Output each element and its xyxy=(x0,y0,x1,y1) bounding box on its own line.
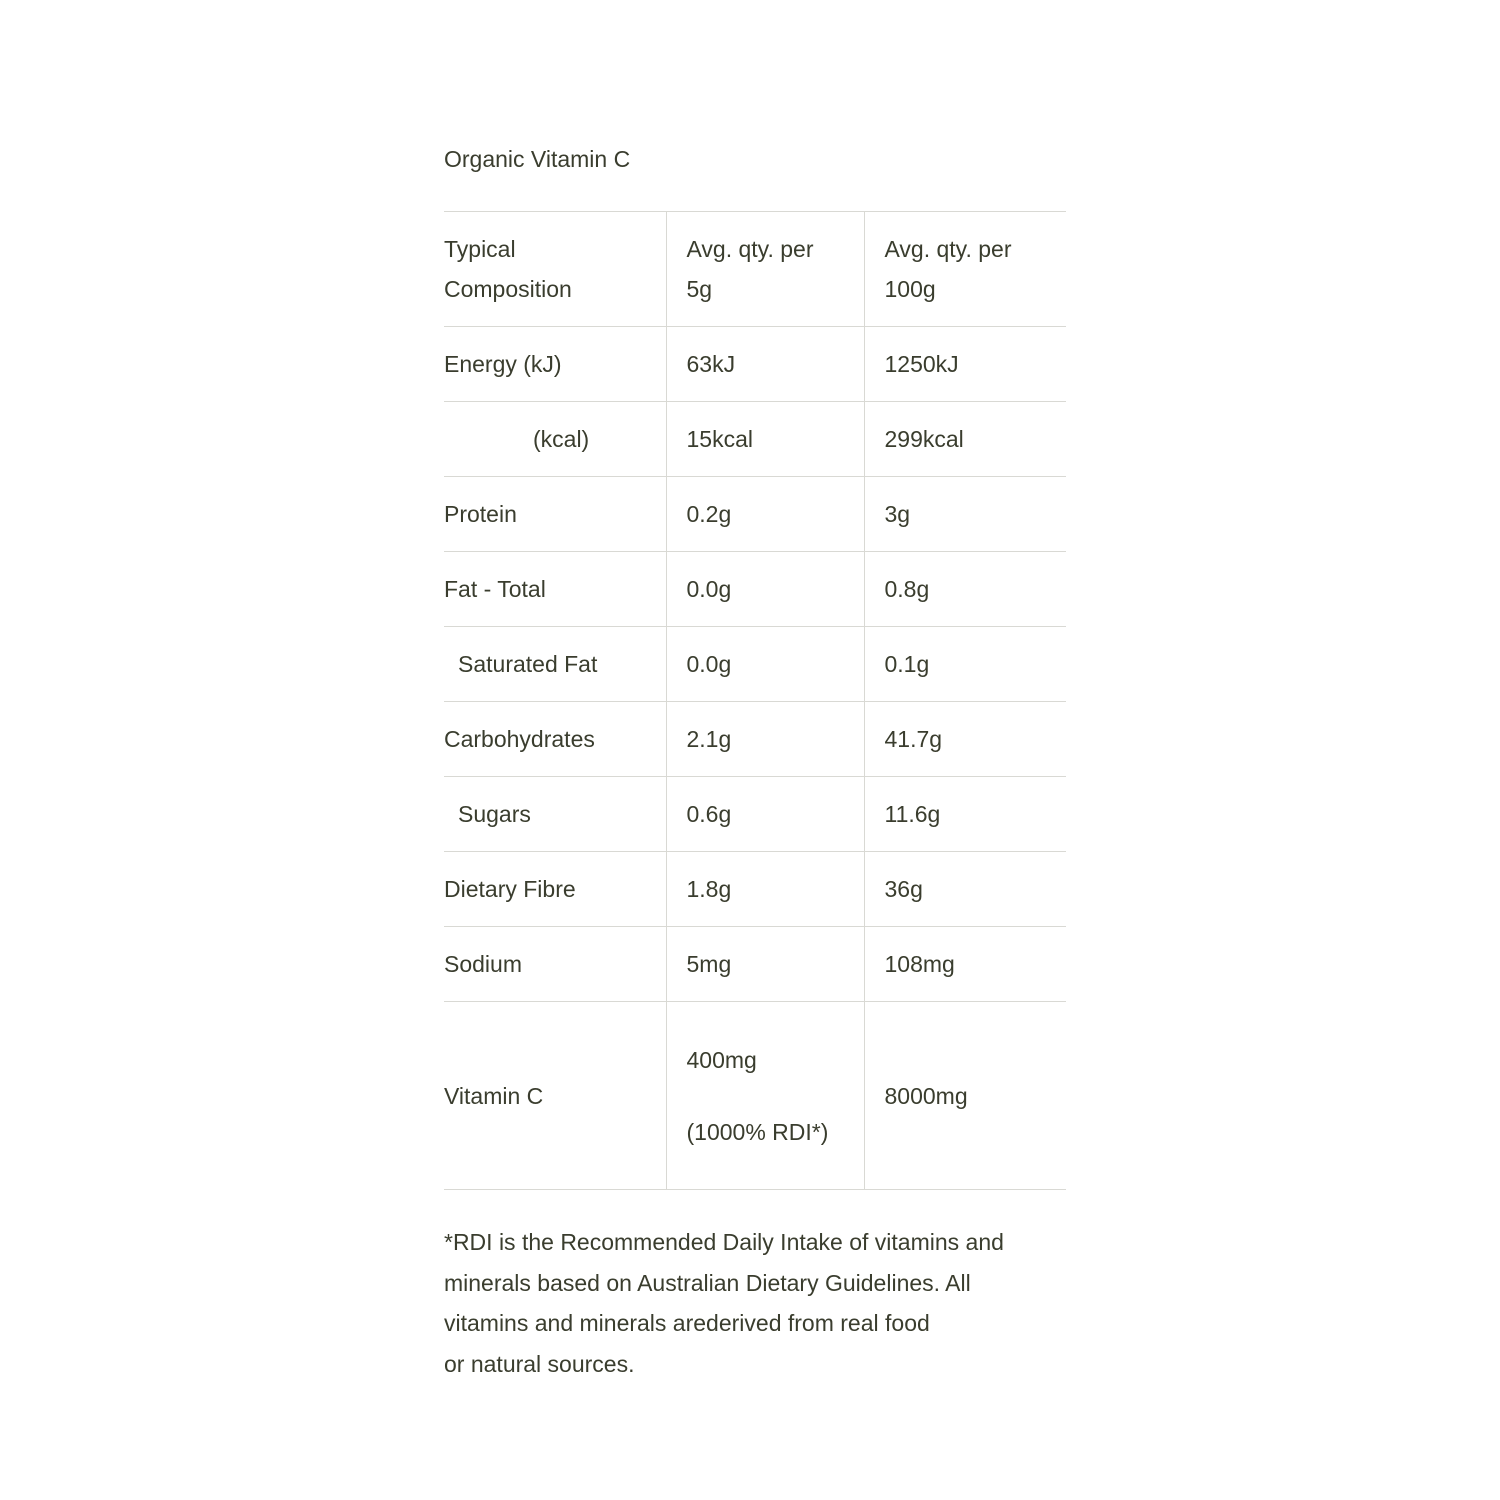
row-label: Fat - Total xyxy=(444,552,666,627)
row-per-100g: 8000mg xyxy=(864,1002,1066,1190)
vitamin-c-rdi: (1000% RDI*) xyxy=(686,1118,829,1145)
row-per-5g: 0.0g xyxy=(666,627,864,702)
row-label: Sodium xyxy=(444,927,666,1002)
table-row-vitamin-c xyxy=(444,1002,1066,1190)
table-row-protein xyxy=(444,477,1066,552)
table-row-carbohydrates xyxy=(444,702,1066,777)
row-label: Protein xyxy=(444,477,666,552)
header-per-100g: Avg. qty. per 100g xyxy=(864,212,1066,327)
table-row-sodium xyxy=(444,927,1066,1002)
row-per-100g: 11.6g xyxy=(864,777,1066,852)
product-title: Organic Vitamin C xyxy=(444,146,631,172)
row-per-5g: 5mg xyxy=(666,927,864,1002)
row-per-100g: 299kcal xyxy=(864,402,1066,477)
row-label: Energy (kJ) xyxy=(444,327,666,402)
row-label: Sugars xyxy=(444,777,666,852)
row-per-5g: 2.1g xyxy=(666,702,864,777)
row-per-100g: 1250kJ xyxy=(864,327,1066,402)
nutrition-panel xyxy=(444,140,1066,1377)
row-label: (kcal) xyxy=(444,402,666,477)
table-row-saturated-fat xyxy=(444,627,1066,702)
table-row-dietary-fibre xyxy=(444,852,1066,927)
nutrition-table xyxy=(444,211,1066,1190)
row-per-100g: 108mg xyxy=(864,927,1066,1002)
row-label: Saturated Fat xyxy=(444,627,666,702)
table-row-energy-kcal xyxy=(444,402,1066,477)
row-per-5g: 1.8g xyxy=(666,852,864,927)
row-per-5g: 0.0g xyxy=(666,552,864,627)
row-per-100g: 3g xyxy=(864,477,1066,552)
row-label: Dietary Fibre xyxy=(444,852,666,927)
table-header-row xyxy=(444,212,1066,327)
table-row-sugars xyxy=(444,777,1066,852)
row-per-100g: 36g xyxy=(864,852,1066,927)
row-per-5g: 0.6g xyxy=(666,777,864,852)
row-per-100g: 0.8g xyxy=(864,552,1066,627)
table-row-fat-total xyxy=(444,552,1066,627)
row-label: Vitamin C xyxy=(444,1002,666,1190)
row-per-5g: 0.2g xyxy=(666,477,864,552)
row-per-5g: 15kcal xyxy=(666,402,864,477)
header-per-5g: Avg. qty. per 5g xyxy=(666,212,864,327)
vitamin-c-amount: 400mg xyxy=(686,1046,757,1073)
header-composition: Typical Composition xyxy=(444,212,666,327)
table-row-energy-kj xyxy=(444,327,1066,402)
row-per-100g: 0.1g xyxy=(864,627,1066,702)
rdi-footnote: *RDI is the Recommended Daily Intake of vitamins and minerals based on Australian Dietary Guidelines. All vitamins and minerals arederived from real food or natural sources. xyxy=(444,1229,1004,1377)
row-per-5g xyxy=(666,1002,864,1190)
row-per-100g: 41.7g xyxy=(864,702,1066,777)
row-per-5g: 63kJ xyxy=(666,327,864,402)
row-label: Carbohydrates xyxy=(444,702,666,777)
